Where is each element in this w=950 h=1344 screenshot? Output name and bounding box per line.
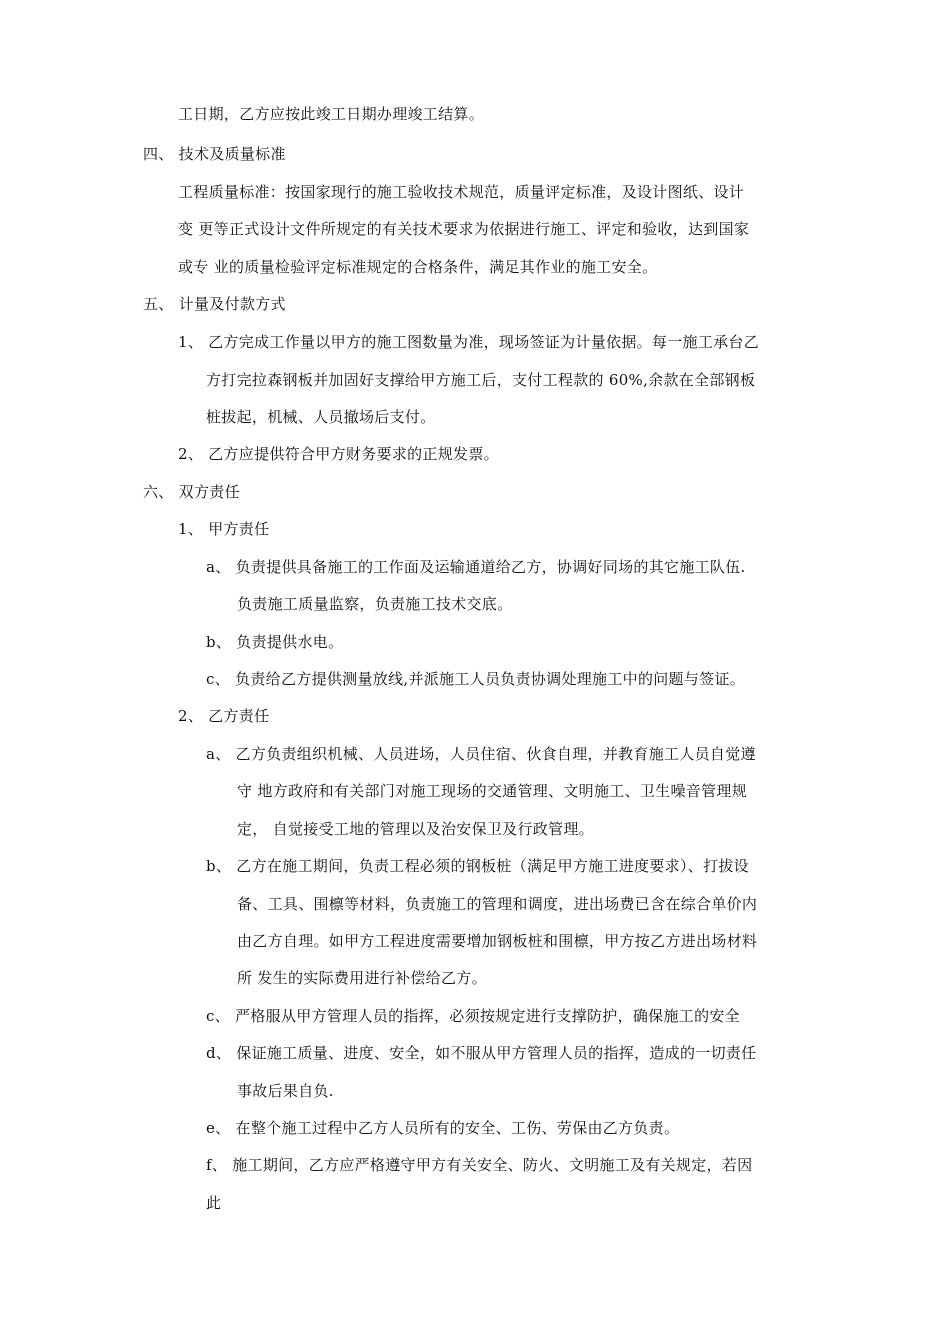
list-item: 2、 乙方应提供符合甲方财务要求的正规发票。 bbox=[178, 445, 499, 463]
text-line: 守 地方政府和有关部门对施工现场的交通管理、文明施工、卫生噪音管理规 bbox=[237, 782, 747, 800]
section-heading-4: 四、 技术及质量标准 bbox=[143, 145, 286, 163]
subsection-heading: 2、 乙方责任 bbox=[178, 707, 270, 725]
text-line: 此 bbox=[206, 1194, 222, 1212]
text-line: 桩拔起，机械、人员撤场后支付。 bbox=[206, 408, 436, 426]
text-line: 备、工具、围檩等材料，负责施工的管理和调度，进出场费已含在综合单价内 bbox=[237, 895, 758, 913]
text-line: 由乙方自理。如甲方工程进度需要增加钢板桩和围檩，甲方按乙方进出场材料 bbox=[237, 932, 758, 950]
text-line: 定， 自觉接受工地的管理以及治安保卫及行政管理。 bbox=[237, 820, 594, 838]
list-item: b、 负责提供水电。 bbox=[206, 633, 344, 651]
section-heading-5: 五、 计量及付款方式 bbox=[143, 295, 286, 313]
list-item: a、 负责提供具备施工的工作面及运输通道给乙方，协调好同场的其它施工队伍. bbox=[206, 558, 746, 576]
list-item: 1、 乙方完成工作量以甲方的施工图数量为准，现场签证为计量依据。每一施工承台乙 bbox=[178, 333, 760, 351]
subsection-heading: 1、 甲方责任 bbox=[178, 520, 270, 538]
text-line: 负责施工质量监察，负责施工技术交底。 bbox=[237, 595, 513, 613]
list-item: d、 保证施工质量、进度、安全，如不服从甲方管理人员的指挥，造成的一切责任 bbox=[206, 1044, 757, 1062]
list-item: a、 乙方负责组织机械、人员进场，人员住宿、伙食自理，并教育施工人员自觉遵 bbox=[206, 745, 756, 763]
list-item: c、 严格服从甲方管理人员的指挥，必须按规定进行支撑防护，确保施工的安全 bbox=[206, 1007, 740, 1025]
list-item: e、 在整个施工过程中乙方人员所有的安全、工伤、劳保由乙方负责。 bbox=[206, 1119, 680, 1137]
list-item: c、 负责给乙方提供测量放线,并派施工人员负责协调处理施工中的问题与签证。 bbox=[206, 670, 746, 688]
list-item: f、 施工期间，乙方应严格遵守甲方有关安全、防火、文明施工及有关规定，若因 bbox=[206, 1156, 753, 1174]
text-line: 变 更等正式设计文件所规定的有关技术要求为依据进行施工、评定和验收，达到国家 bbox=[178, 220, 750, 238]
text-line: 工程质量标准：按国家现行的施工验收技术规范，质量评定标准，及设计图纸、设计 bbox=[178, 183, 745, 201]
text-line: 事故后果自负. bbox=[237, 1082, 334, 1100]
text-line: 或专 业的质量检验评定标准规定的合格条件，满足其作业的施工安全。 bbox=[178, 258, 658, 276]
list-item: b、 乙方在施工期间，负责工程必须的钢板桩（满足甲方施工进度要求）、打拔设 bbox=[206, 857, 749, 875]
text-line: 方打完拉森钢板并加固好支撑给甲方施工后，支付工程款的 60%,余款在全部钢板 bbox=[206, 371, 756, 389]
section-heading-6: 六、 双方责任 bbox=[143, 483, 240, 501]
text-line: 工日期，乙方应按此竣工日期办理竣工结算。 bbox=[178, 105, 485, 123]
text-line: 所 发生的实际费用进行补偿给乙方。 bbox=[237, 969, 487, 987]
